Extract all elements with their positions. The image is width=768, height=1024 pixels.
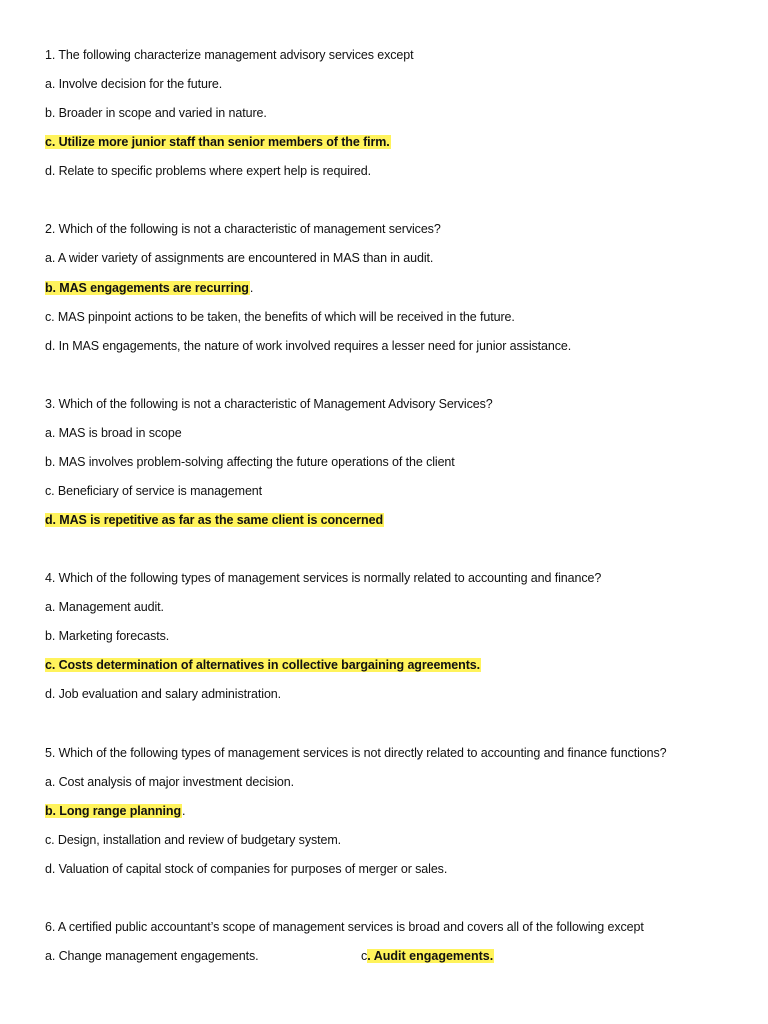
q2-option-c: c. MAS pinpoint actions to be taken, the benefits of which will be received in the future. [45, 310, 515, 324]
q4-option-b: b. Marketing forecasts. [45, 629, 170, 643]
highlighted-answer: d. MAS is repetitive as far as the same client is concerned [45, 513, 383, 527]
question-5: 5. Which of the following types of management services is not directly related to accounting and finance functions? [45, 746, 667, 760]
highlighted-answer: b. Long range planning [45, 804, 181, 818]
question-4: 4. Which of the following types of management services is normally related to accounting and finance? [45, 571, 602, 585]
q1-option-c-answer [45, 133, 391, 151]
q3-option-c: c. Beneficiary of service is management [45, 484, 263, 498]
question-2: 2. Which of the following is not a characteristic of management services? [45, 222, 441, 236]
q2-option-d: d. In MAS engagements, the nature of work involved requires a lesser need for junior assistance. [45, 339, 572, 353]
q1-option-b: b. Broader in scope and varied in nature. [45, 106, 267, 120]
q1-option-a: a. Involve decision for the future. [45, 77, 223, 91]
highlighted-answer: c. Utilize more junior staff than senior members of the firm. [45, 135, 390, 149]
option-suffix: . [181, 804, 186, 818]
q4-option-a: a. Management audit. [45, 600, 164, 614]
highlighted-answer: c. Costs determination of alternatives in collective bargaining agreements. [45, 658, 480, 672]
q3-option-a: a. MAS is broad in scope [45, 426, 182, 440]
highlighted-answer: b. MAS engagements are recurring [45, 281, 249, 295]
q6-option-c-answer [361, 947, 494, 965]
question-1: 1. The following characterize management advisory services except [45, 48, 414, 62]
q2-option-a: a. A wider variety of assignments are encountered in MAS than in audit. [45, 251, 434, 265]
option-suffix: . [249, 281, 254, 295]
highlighted-answer: . Audit engagements. [367, 949, 494, 963]
q5-option-c: c. Design, installation and review of budgetary system. [45, 833, 342, 847]
q3-option-b: b. MAS involves problem-solving affecting the future operations of the client [45, 455, 455, 469]
q6-option-a: a. Change management engagements. [45, 949, 259, 963]
q2-option-b-answer [45, 279, 253, 297]
q4-option-d: d. Job evaluation and salary administration. [45, 687, 282, 701]
q3-option-d-answer [45, 511, 384, 529]
question-6: 6. A certified public accountant’s scope of management services is broad and covers all of the following except [45, 920, 644, 934]
question-3: 3. Which of the following is not a characteristic of Management Advisory Services? [45, 397, 493, 411]
q5-option-a: a. Cost analysis of major investment decision. [45, 775, 294, 789]
option-letter: c [361, 949, 368, 963]
q4-option-c-answer [45, 656, 481, 674]
q1-option-d: d. Relate to specific problems where expert help is required. [45, 164, 372, 178]
q5-option-b-answer [45, 802, 185, 820]
q5-option-d: d. Valuation of capital stock of companies for purposes of merger or sales. [45, 862, 448, 876]
